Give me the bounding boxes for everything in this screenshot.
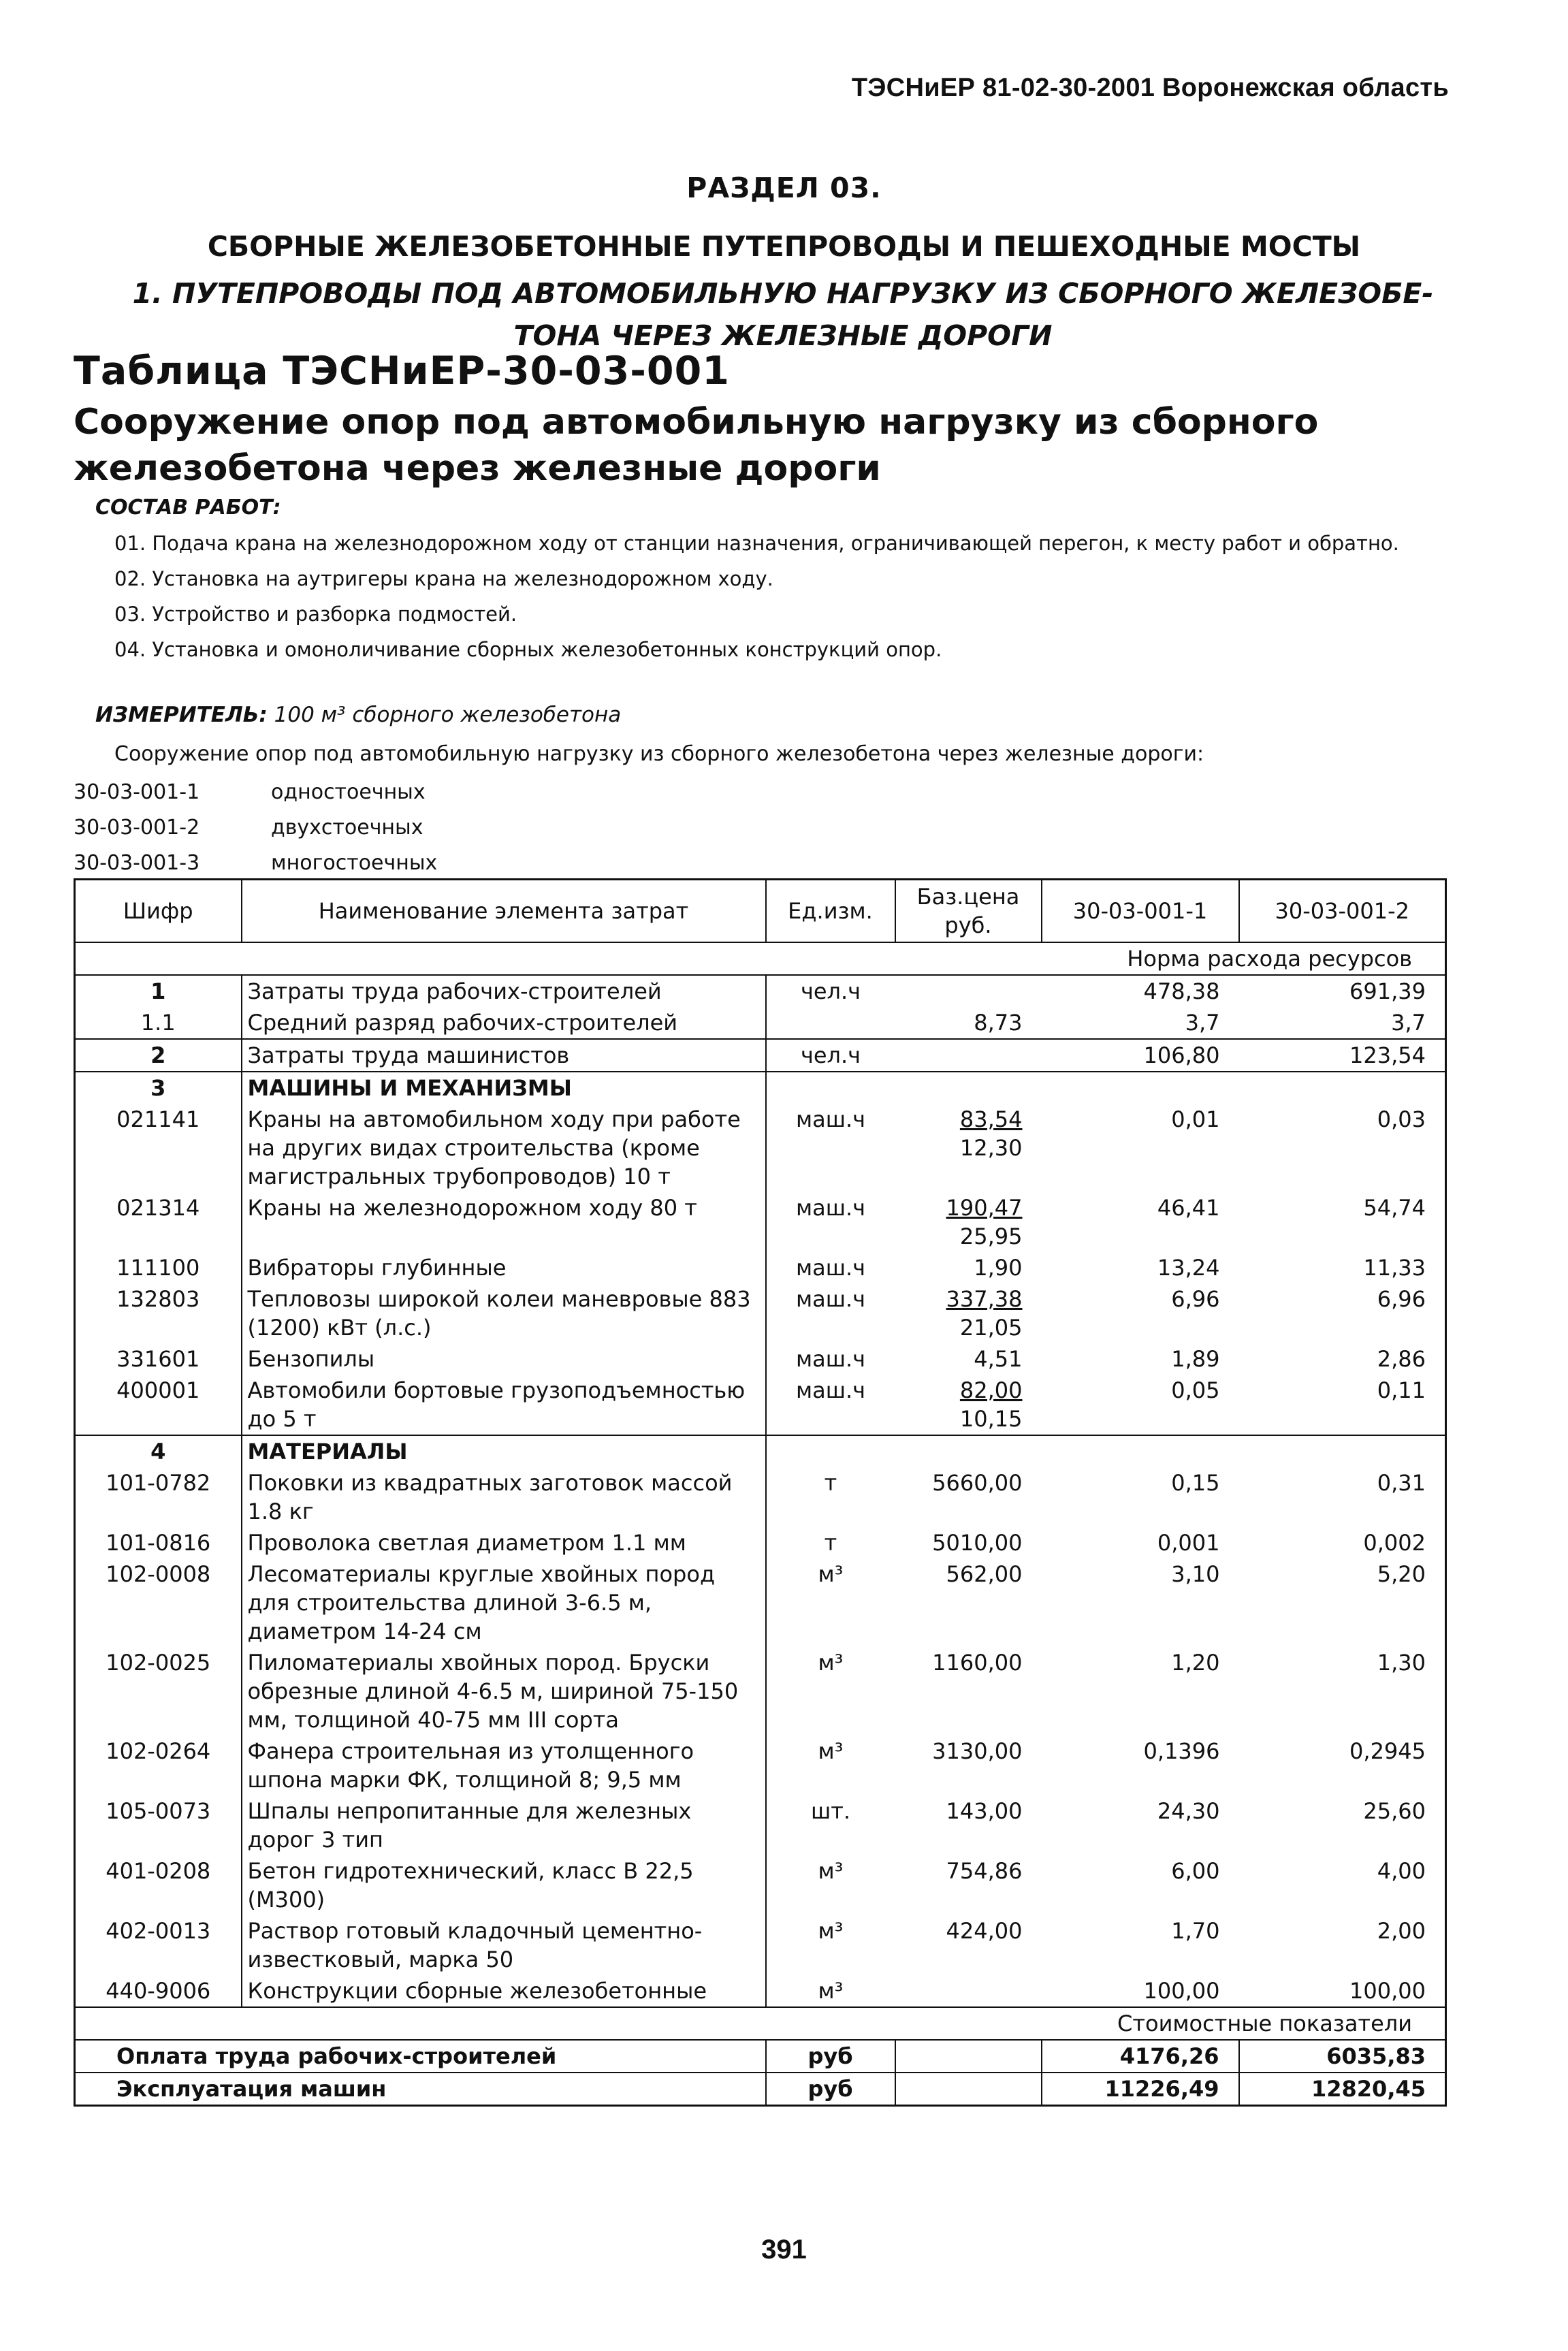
summary-empty [895,2040,1042,2073]
row-price [895,1647,1042,1736]
row-code: 400001 [116,1377,200,1403]
table-row [75,1039,1446,1072]
table-row [75,1736,1446,1795]
row-code: 3 [75,1072,242,1104]
row-code: 102-0008 [106,1561,211,1587]
row-price [895,1467,1042,1527]
code-list-item [74,775,437,810]
table-row [75,1795,1446,1855]
row-value-col2 [1239,1435,1446,1467]
summary-value-col2: 6035,83 [1239,2040,1446,2073]
cost-label-row [75,2007,1446,2040]
row-name: Шпалы непропитанные для железных дорог 3 тип [242,1795,766,1855]
row-name: Бетон гидротехнический, класс В 22,5 (М300) [242,1855,766,1915]
price-value: 424,00 [946,1918,1023,1944]
header-unit: Ед.изм. [766,880,895,943]
price-secondary: 21,05 [959,1315,1023,1341]
work-item: 03. Устройство и разборка подмостей. [114,603,517,626]
row-value-col2: 0,31 [1377,1470,1426,1496]
row-value-col2: 123,54 [1239,1039,1446,1072]
work-item: 01. Подача крана на железнодорожном ходу от станции назначения, ограничивающей перегон, к месту работ и обратно. [114,532,1399,555]
row-unit: маш.ч [766,1283,895,1343]
row-unit: маш.ч [766,1192,895,1252]
price-secondary: 10,15 [959,1406,1023,1432]
summary-unit: руб [766,2040,895,2073]
row-value-col1: 6,00 [1171,1858,1220,1884]
table-row [75,1252,1446,1283]
row-name: Краны на железнодорожном ходу 80 т [242,1192,766,1252]
row-value-col2: 2,00 [1377,1918,1426,1944]
row-price [895,1192,1042,1252]
table-row [75,975,1446,1007]
row-price [895,1558,1042,1647]
code: 30-03-001-2 [74,816,200,839]
row-code: 132803 [116,1286,200,1312]
row-value-col2 [1239,1072,1446,1104]
row-unit: чел.ч [766,975,895,1007]
row-value-col1: 106,80 [1042,1039,1239,1072]
row-name: Бензопилы [242,1343,766,1375]
row-value-col2: 54,74 [1363,1195,1426,1221]
header-name: Наименование элемента затрат [242,880,766,943]
row-value-col2: 0,11 [1377,1377,1426,1403]
table-row [75,1375,1446,1435]
row-price [895,1072,1042,1104]
row-name: Тепловозы широкой колеи маневровые 883 (1200) кВт (л.с.) [242,1283,766,1343]
row-value-col1: 0,001 [1157,1530,1220,1556]
table-row [75,1467,1446,1527]
row-value-col1 [1042,1072,1239,1104]
row-unit: т [766,1527,895,1558]
row-value-col1: 478,38 [1042,975,1239,1007]
row-value-col2: 691,39 [1239,975,1446,1007]
row-code: 021141 [116,1106,200,1132]
row-unit [766,1007,895,1039]
row-price [895,1375,1042,1435]
row-code: 021314 [116,1195,200,1221]
summary-row [75,2040,1446,2073]
price-value: 1,90 [974,1255,1023,1281]
table-row [75,1007,1446,1039]
row-unit: маш.ч [766,1343,895,1375]
cost-label: Стоимостные показатели [75,2007,1446,2040]
work-item: 02. Установка на аутригеры крана на железнодорожном ходу. [114,567,773,590]
price-value: 4,51 [974,1346,1023,1372]
row-name: Конструкции сборные железобетонные [242,1975,766,2007]
row-name: Затраты труда машинистов [242,1039,766,1072]
row-unit: маш.ч [766,1104,895,1192]
summary-value-col2: 12820,45 [1239,2073,1446,2106]
summary-row [75,2073,1446,2106]
code-list-item [74,810,437,846]
section-title: СБОРНЫЕ ЖЕЛЕЗОБЕТОННЫЕ ПУТЕПРОВОДЫ И ПЕШЕХОДНЫЕ МОСТЫ [207,230,1361,263]
works-list [114,531,1449,673]
row-unit: шт. [766,1795,895,1855]
row-value-col2: 2,86 [1377,1346,1426,1372]
price-value: 190,47 [946,1195,1023,1221]
row-code: 402-0013 [106,1918,211,1944]
code-list [74,775,437,881]
row-unit: м³ [766,1855,895,1915]
row-price [895,1252,1042,1283]
table-row [75,1343,1446,1375]
row-price [895,1435,1042,1467]
row-value-col1: 0,1396 [1143,1738,1220,1764]
row-name: Лесоматериалы круглые хвойных пород для строительства длиной 3-6.5 м, диаметром 14-24 см [242,1558,766,1647]
table-title: Таблица ТЭСНиЕР-30-03-001 [74,349,730,394]
row-name: Проволока светлая диаметром 1.1 мм [242,1527,766,1558]
price-value: 562,00 [946,1561,1023,1587]
row-price [895,1527,1042,1558]
row-unit: маш.ч [766,1252,895,1283]
row-price [895,1915,1042,1975]
row-price [895,1795,1042,1855]
norm-label: Норма расхода ресурсов [75,942,1446,975]
row-value-col2: 3,7 [1391,1010,1426,1036]
row-value-col1: 1,20 [1171,1650,1220,1676]
table-row [75,1915,1446,1975]
table-row [75,1527,1446,1558]
subsection-title: 1. ПУТЕПРОВОДЫ ПОД АВТОМОБИЛЬНУЮ НАГРУЗКУ ИЗ СБОРНОГО ЖЕЛЕЗОБЕ-ТОНА ЧЕРЕЗ ЖЕЛЕЗНЫЕ ДОРОГИ [132,277,1434,352]
summary-label: Оплата труда рабочих-строителей [75,2040,766,2073]
row-value-col2: 6,96 [1377,1286,1426,1312]
row-name: Раствор готовый кладочный цементно-известковый, марка 50 [242,1915,766,1975]
row-name: МАТЕРИАЛЫ [242,1435,766,1467]
row-value-col2: 100,00 [1349,1978,1426,2004]
price-value: 1160,00 [932,1650,1023,1676]
row-value-col1: 6,96 [1171,1286,1220,1312]
table-row [75,1192,1446,1252]
document-reference: ТЭСНиЕР 81-02-30-2001 Воронежская область [851,74,1449,102]
row-name: Фанера строительная из утолщенного шпона марки ФК, толщиной 8; 9,5 мм [242,1736,766,1795]
row-name: Краны на автомобильном ходу при работе на других видах строительства (кроме магистральных трубопроводов) 10 т [242,1104,766,1192]
row-value-col2: 4,00 [1377,1858,1426,1884]
row-value-col1: 3,10 [1171,1561,1220,1587]
norm-label-row [75,942,1446,975]
code-name: двухстоечных [271,816,423,839]
row-code: 111100 [116,1255,200,1281]
row-value-col1 [1042,1435,1239,1467]
price-value: 8,73 [974,1010,1023,1036]
table-header-row [75,880,1446,943]
row-unit: маш.ч [766,1375,895,1435]
resource-table [74,878,1447,2107]
row-code: 101-0816 [106,1530,211,1556]
row-value-col1: 0,15 [1171,1470,1220,1496]
row-value-col2: 0,03 [1377,1106,1426,1132]
row-unit: т [766,1467,895,1527]
row-price [895,1736,1042,1795]
row-unit: м³ [766,1736,895,1795]
code-name: многостоечных [271,851,438,875]
row-code: 101-0782 [106,1470,211,1496]
summary-empty [895,2073,1042,2106]
table-row [75,1283,1446,1343]
row-value-col1: 46,41 [1157,1195,1220,1221]
row-value-col2: 5,20 [1377,1561,1426,1587]
row-value-col2: 1,30 [1377,1650,1426,1676]
price-value: 5010,00 [932,1530,1023,1556]
table-row [75,1435,1446,1467]
table-row [75,1975,1446,2007]
code-list-item [74,846,437,881]
header-code: Шифр [75,880,242,943]
construct-intro: Сооружение опор под автомобильную нагрузку из сборного железобетона через железные дороги: [114,742,1204,766]
row-code: 1.1 [140,1010,176,1036]
header-col2: 30-03-001-2 [1239,880,1446,943]
row-name: МАШИНЫ И МЕХАНИЗМЫ [242,1072,766,1104]
row-name: Средний разряд рабочих-строителей [242,1007,766,1039]
price-value: 3130,00 [932,1738,1023,1764]
table-row [75,1104,1446,1192]
row-code: 331601 [116,1346,200,1372]
code: 30-03-001-3 [74,851,200,875]
page-number: 391 [761,2235,807,2265]
row-value-col1: 13,24 [1157,1255,1220,1281]
row-code: 2 [75,1039,242,1072]
summary-unit: руб [766,2073,895,2106]
row-price [895,1104,1042,1192]
summary-value-col1: 11226,49 [1042,2073,1239,2106]
table-row [75,1558,1446,1647]
row-value-col2: 25,60 [1363,1798,1426,1824]
table-row [75,1647,1446,1736]
row-value-col1: 0,05 [1171,1377,1220,1403]
row-unit [766,1435,895,1467]
code-name: одностоечных [271,780,426,804]
row-unit: чел.ч [766,1039,895,1072]
row-value-col1: 1,70 [1171,1918,1220,1944]
price-value: 143,00 [946,1798,1023,1824]
row-name: Вибраторы глубинные [242,1252,766,1283]
row-value-col1: 100,00 [1143,1978,1220,2004]
section-number: РАЗДЕЛ 03. [686,172,882,204]
row-price [895,1975,1042,2007]
row-value-col2: 11,33 [1363,1255,1426,1281]
row-unit [766,1072,895,1104]
table-row [75,1072,1446,1104]
header-col1: 30-03-001-1 [1042,880,1239,943]
row-value-col1: 0,01 [1171,1106,1220,1132]
row-name: Пиломатериалы хвойных пород. Бруски обрезные длиной 4-6.5 м, шириной 75-150 мм, толщиной 40-75 мм III сорта [242,1647,766,1736]
row-value-col2: 0,2945 [1349,1738,1426,1764]
row-value-col1: 24,30 [1157,1798,1220,1824]
table-row [75,1855,1446,1915]
row-price [895,1039,1042,1072]
price-value: 337,38 [946,1286,1023,1312]
summary-label: Эксплуатация машин [75,2073,766,2106]
row-code: 1 [75,975,242,1007]
meter-value: 100 м³ сборного железобетона [274,703,622,727]
price-secondary: 25,95 [959,1224,1023,1249]
price-value: 82,00 [959,1377,1023,1403]
row-name: Затраты труда рабочих-строителей [242,975,766,1007]
row-code: 105-0073 [106,1798,211,1824]
summary-value-col1: 4176,26 [1042,2040,1239,2073]
row-price [895,1855,1042,1915]
row-code: 102-0264 [106,1738,211,1764]
measurement-unit [95,703,621,727]
row-code: 102-0025 [106,1650,211,1676]
row-unit: м³ [766,1647,895,1736]
row-value-col1: 1,89 [1171,1346,1220,1372]
row-value-col2: 0,002 [1363,1530,1426,1556]
row-price [895,1283,1042,1343]
row-unit: м³ [766,1558,895,1647]
code: 30-03-001-1 [74,780,200,804]
row-code: 401-0208 [106,1858,211,1884]
price-value: 754,86 [946,1858,1023,1884]
header-price: Баз.цена руб. [895,880,1042,943]
row-name: Поковки из квадратных заготовок массой 1.8 кг [242,1467,766,1527]
meter-label: ИЗМЕРИТЕЛЬ: [95,703,268,727]
row-code: 4 [75,1435,242,1467]
row-value-col1: 3,7 [1185,1010,1220,1036]
price-value: 83,54 [959,1106,1023,1132]
row-price [895,1343,1042,1375]
row-price [895,975,1042,1007]
work-item: 04. Установка и омоноличивание сборных железобетонных конструкций опор. [114,638,942,661]
row-code: 440-9006 [106,1978,211,2004]
table-description: Сооружение опор под автомобильную нагрузку из сборного железобетона через железные дороги [74,402,1319,489]
row-unit: м³ [766,1915,895,1975]
price-secondary: 12,30 [959,1135,1023,1161]
works-heading: СОСТАВ РАБОТ: [95,496,281,519]
row-unit: м³ [766,1975,895,2007]
row-price [895,1007,1042,1039]
row-name: Автомобили бортовые грузоподъемностью до 5 т [242,1375,766,1435]
price-value: 5660,00 [932,1470,1023,1496]
